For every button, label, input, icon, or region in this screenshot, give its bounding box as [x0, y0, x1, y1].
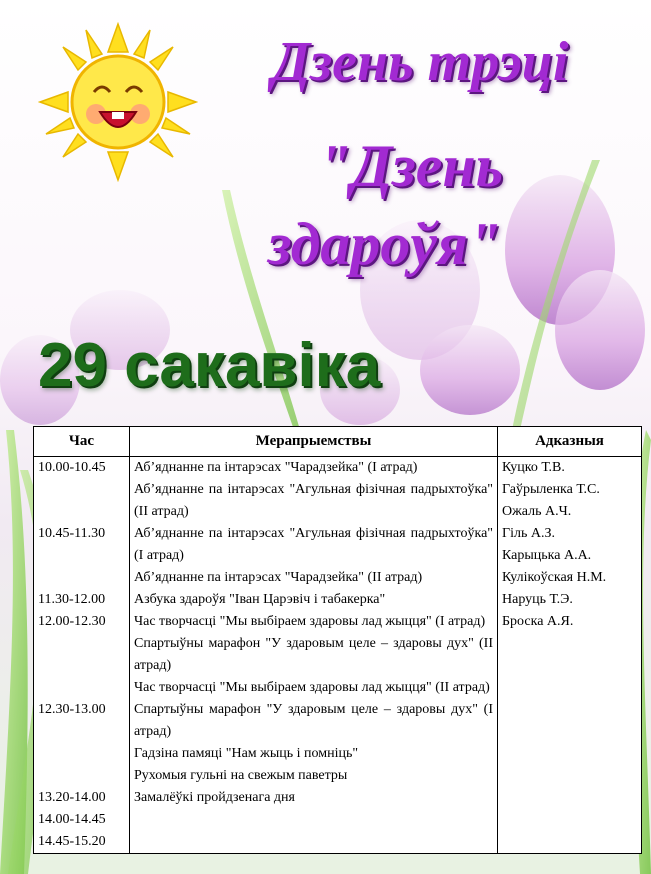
- responsible-person: Наруць Т.Э.: [502, 592, 573, 607]
- time-slot: [34, 501, 129, 523]
- event-date: 29 сакавіка: [38, 331, 381, 400]
- event-item: Замалёўкі пройдзенага дня: [134, 790, 295, 805]
- smiling-sun-icon: [38, 22, 198, 182]
- event-item: Спартыўны марафон "У здаровым целе – здаровы дух" (II атрад): [134, 636, 493, 673]
- responsible-person: Куцко Т.В.: [502, 460, 565, 475]
- responsible-person: Броска А.Я.: [502, 614, 574, 629]
- event-item: Час творчасці "Мы выбіраем здаровы лад жыцця" (I атрад): [134, 614, 486, 629]
- responsible-column: [498, 457, 642, 854]
- time-slot: 14.00-14.45: [38, 812, 106, 827]
- time-slot: 10.45-11.30: [38, 526, 106, 541]
- schedule-table: [33, 426, 642, 854]
- responsible-person: Ожаль А.Ч.: [502, 504, 572, 519]
- event-item: Аб’яднанне па інтарэсах "Чарадзейка" (II атрад): [134, 570, 423, 585]
- event-item: Спартыўны марафон "У здаровым целе – здаровы дух" (I атрад): [134, 702, 493, 739]
- event-item: Аб’яднанне па інтарэсах "Агульная фізічная падрыхтоўка" (II атрад): [134, 482, 493, 519]
- time-slot: 12.00-12.30: [38, 614, 106, 629]
- responsible-person: Гіль А.З.: [502, 526, 555, 541]
- time-slot: 12.30-13.00: [38, 702, 106, 717]
- time-slot: 14.45-15.20: [38, 834, 106, 849]
- event-item: Час творчасці "Мы выбіраем здаровы лад жыцця" (II атрад): [134, 680, 490, 695]
- time-slot: 13.20-14.00: [38, 790, 106, 805]
- event-item: Аб’яднанне па інтарэсах "Агульная фізічная падрыхтоўка" (I атрад): [134, 526, 493, 563]
- time-slot: 11.30-12.00: [38, 592, 106, 607]
- title-line-2: "Дзень: [318, 133, 504, 199]
- header-events: Мерапрыемствы: [130, 427, 498, 457]
- event-item: Рухомыя гульні на свежым паветры: [134, 768, 348, 783]
- header-time: Час: [34, 427, 130, 457]
- event-item: Азбука здароўя "Іван Царэвіч і табакерка": [134, 592, 386, 607]
- title-line-3: здароўя": [268, 211, 502, 277]
- header-responsible: Адказныя: [498, 427, 642, 457]
- responsible-person: Карыцька А.А.: [502, 548, 592, 563]
- table-header-row: [34, 427, 642, 457]
- title-line-1: Дзень трэці: [272, 31, 569, 93]
- event-item: Аб’яднанне па інтарэсах "Чарадзейка" (I атрад): [134, 460, 418, 475]
- event-item: Гадзіна памяці "Нам жыць і помніць": [134, 746, 359, 761]
- responsible-person: Гаўрыленка Т.С.: [502, 482, 600, 497]
- table-body-row: [34, 457, 642, 854]
- events-column: [130, 457, 498, 854]
- time-column: [34, 457, 130, 854]
- time-slot: 10.00-10.45: [38, 460, 106, 475]
- responsible-person: Кулікоўская Н.М.: [502, 570, 607, 585]
